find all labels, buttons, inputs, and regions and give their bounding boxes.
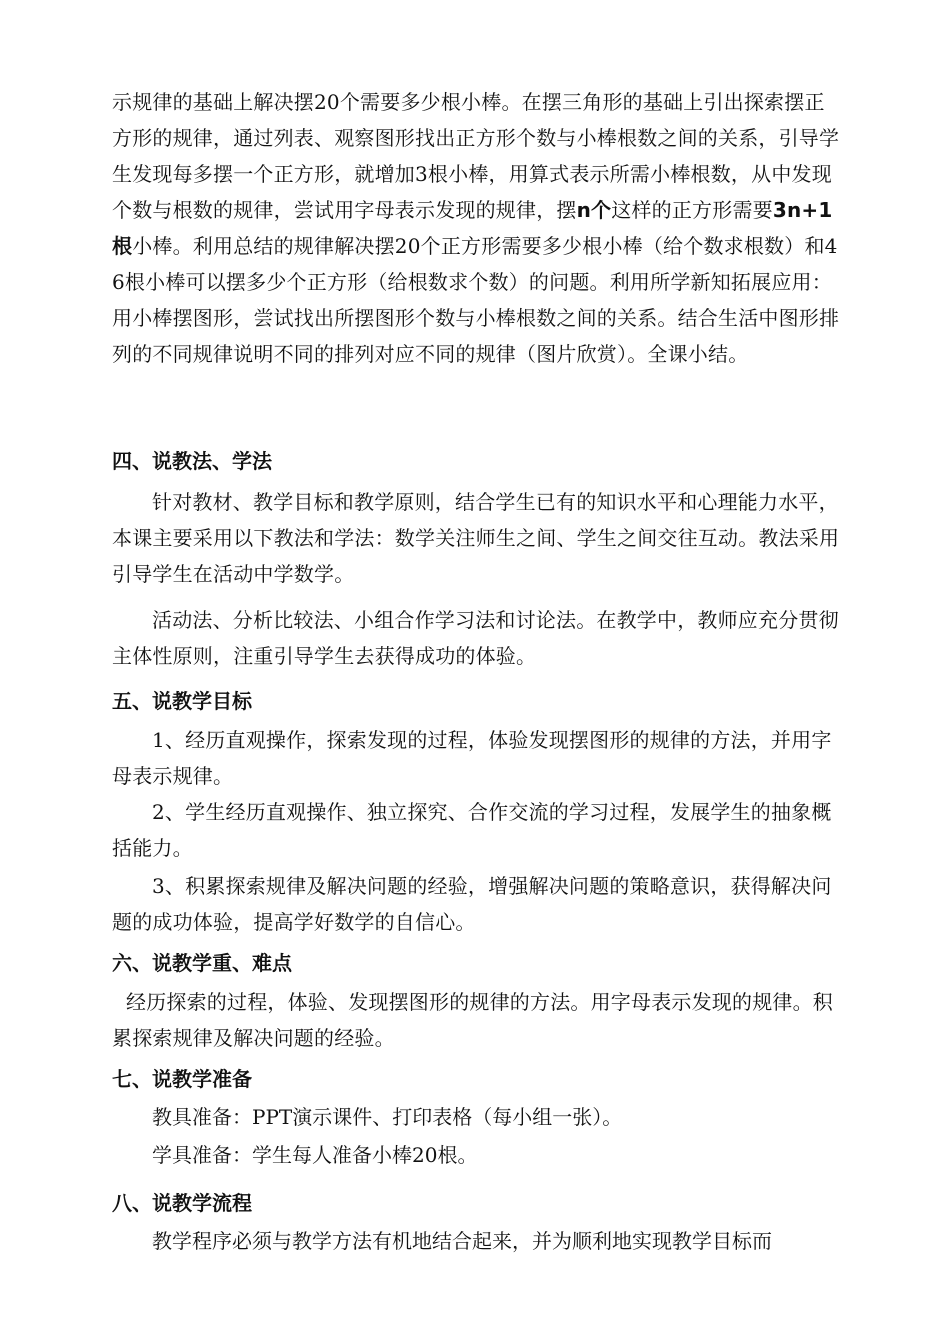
intro-bold-formula: 3n+1根: [112, 198, 833, 258]
section5-goal-1: 1、经历直观操作，探索发现的过程，体验发现摆图形的规律的方法，并用字母表示规律。: [112, 728, 832, 788]
section4-heading: 四、说教法、学法: [112, 449, 272, 473]
section6-paragraph: 经历探索的过程，体验、发现摆图形的规律的方法。用字母表示发现的规律。积累探索规律及解决问题的经验。: [112, 990, 833, 1050]
section6-heading: 六、说教学重、难点: [112, 951, 292, 975]
section7-teacher-materials: 教具准备：PPT演示课件、打印表格（每小组一张）。: [152, 1105, 623, 1129]
intro-text-part1: 示规律的基础上解决摆20个需要多少根小棒。在摆三角形的基础上引出探索摆正方形的规律，通过列表、观察图形找出正方形个数与小棒根数之间的关系，引导学生发现每多摆一个正方形，就增加3根小棒，用算式表示所需小棒根数，从中发现个数与根数的规律，尝试用字母表示发现的规律，摆: [112, 90, 840, 222]
section5-heading: 五、说教学目标: [112, 689, 252, 713]
intro-bold-n: n个: [576, 198, 612, 222]
section5-goal-3: 3、积累探索规律及解决问题的经验，增强解决问题的策略意识，获得解决问题的成功体验，提高学好数学的自信心。: [112, 874, 832, 934]
section8-heading: 八、说教学流程: [112, 1191, 252, 1215]
section4-paragraph-1: 针对教材、教学目标和教学原则，结合学生已有的知识水平和心理能力水平，本课主要采用以下教法和学法：数学关注师生之间、学生之间交往互动。教法采用引导学生在活动中学数学。: [112, 490, 840, 586]
intro-text-part3: 小棒。利用总结的规律解决摆20个正方形需要多少根小棒（给个数求根数）和46根小棒可以摆多少个正方形（给根数求个数）的问题。利用所学新知拓展应用：用小棒摆图形，尝试找出所摆图形个数与小棒根数之间的关系。结合生活中图形排列的不同规律说明不同的排列对应不同的规律（图片欣赏）。全课小结。: [112, 234, 840, 366]
intro-text-part2: 这样的正方形需要: [611, 198, 773, 222]
section7-student-materials: 学具准备：学生每人准备小棒20根。: [152, 1143, 478, 1167]
section8-paragraph: 教学程序必须与教学方法有机地结合起来，并为顺利地实现教学目标而: [152, 1229, 772, 1253]
section5-goal-2: 2、学生经历直观操作、独立探究、合作交流的学习过程，发展学生的抽象概括能力。: [112, 800, 832, 860]
intro-paragraph: [112, 84, 842, 372]
section7-heading: 七、说教学准备: [112, 1067, 252, 1091]
section4-paragraph-2: 活动法、分析比较法、小组合作学习法和讨论法。在教学中，教师应充分贯彻主体性原则，注重引导学生去获得成功的体验。: [112, 608, 839, 668]
